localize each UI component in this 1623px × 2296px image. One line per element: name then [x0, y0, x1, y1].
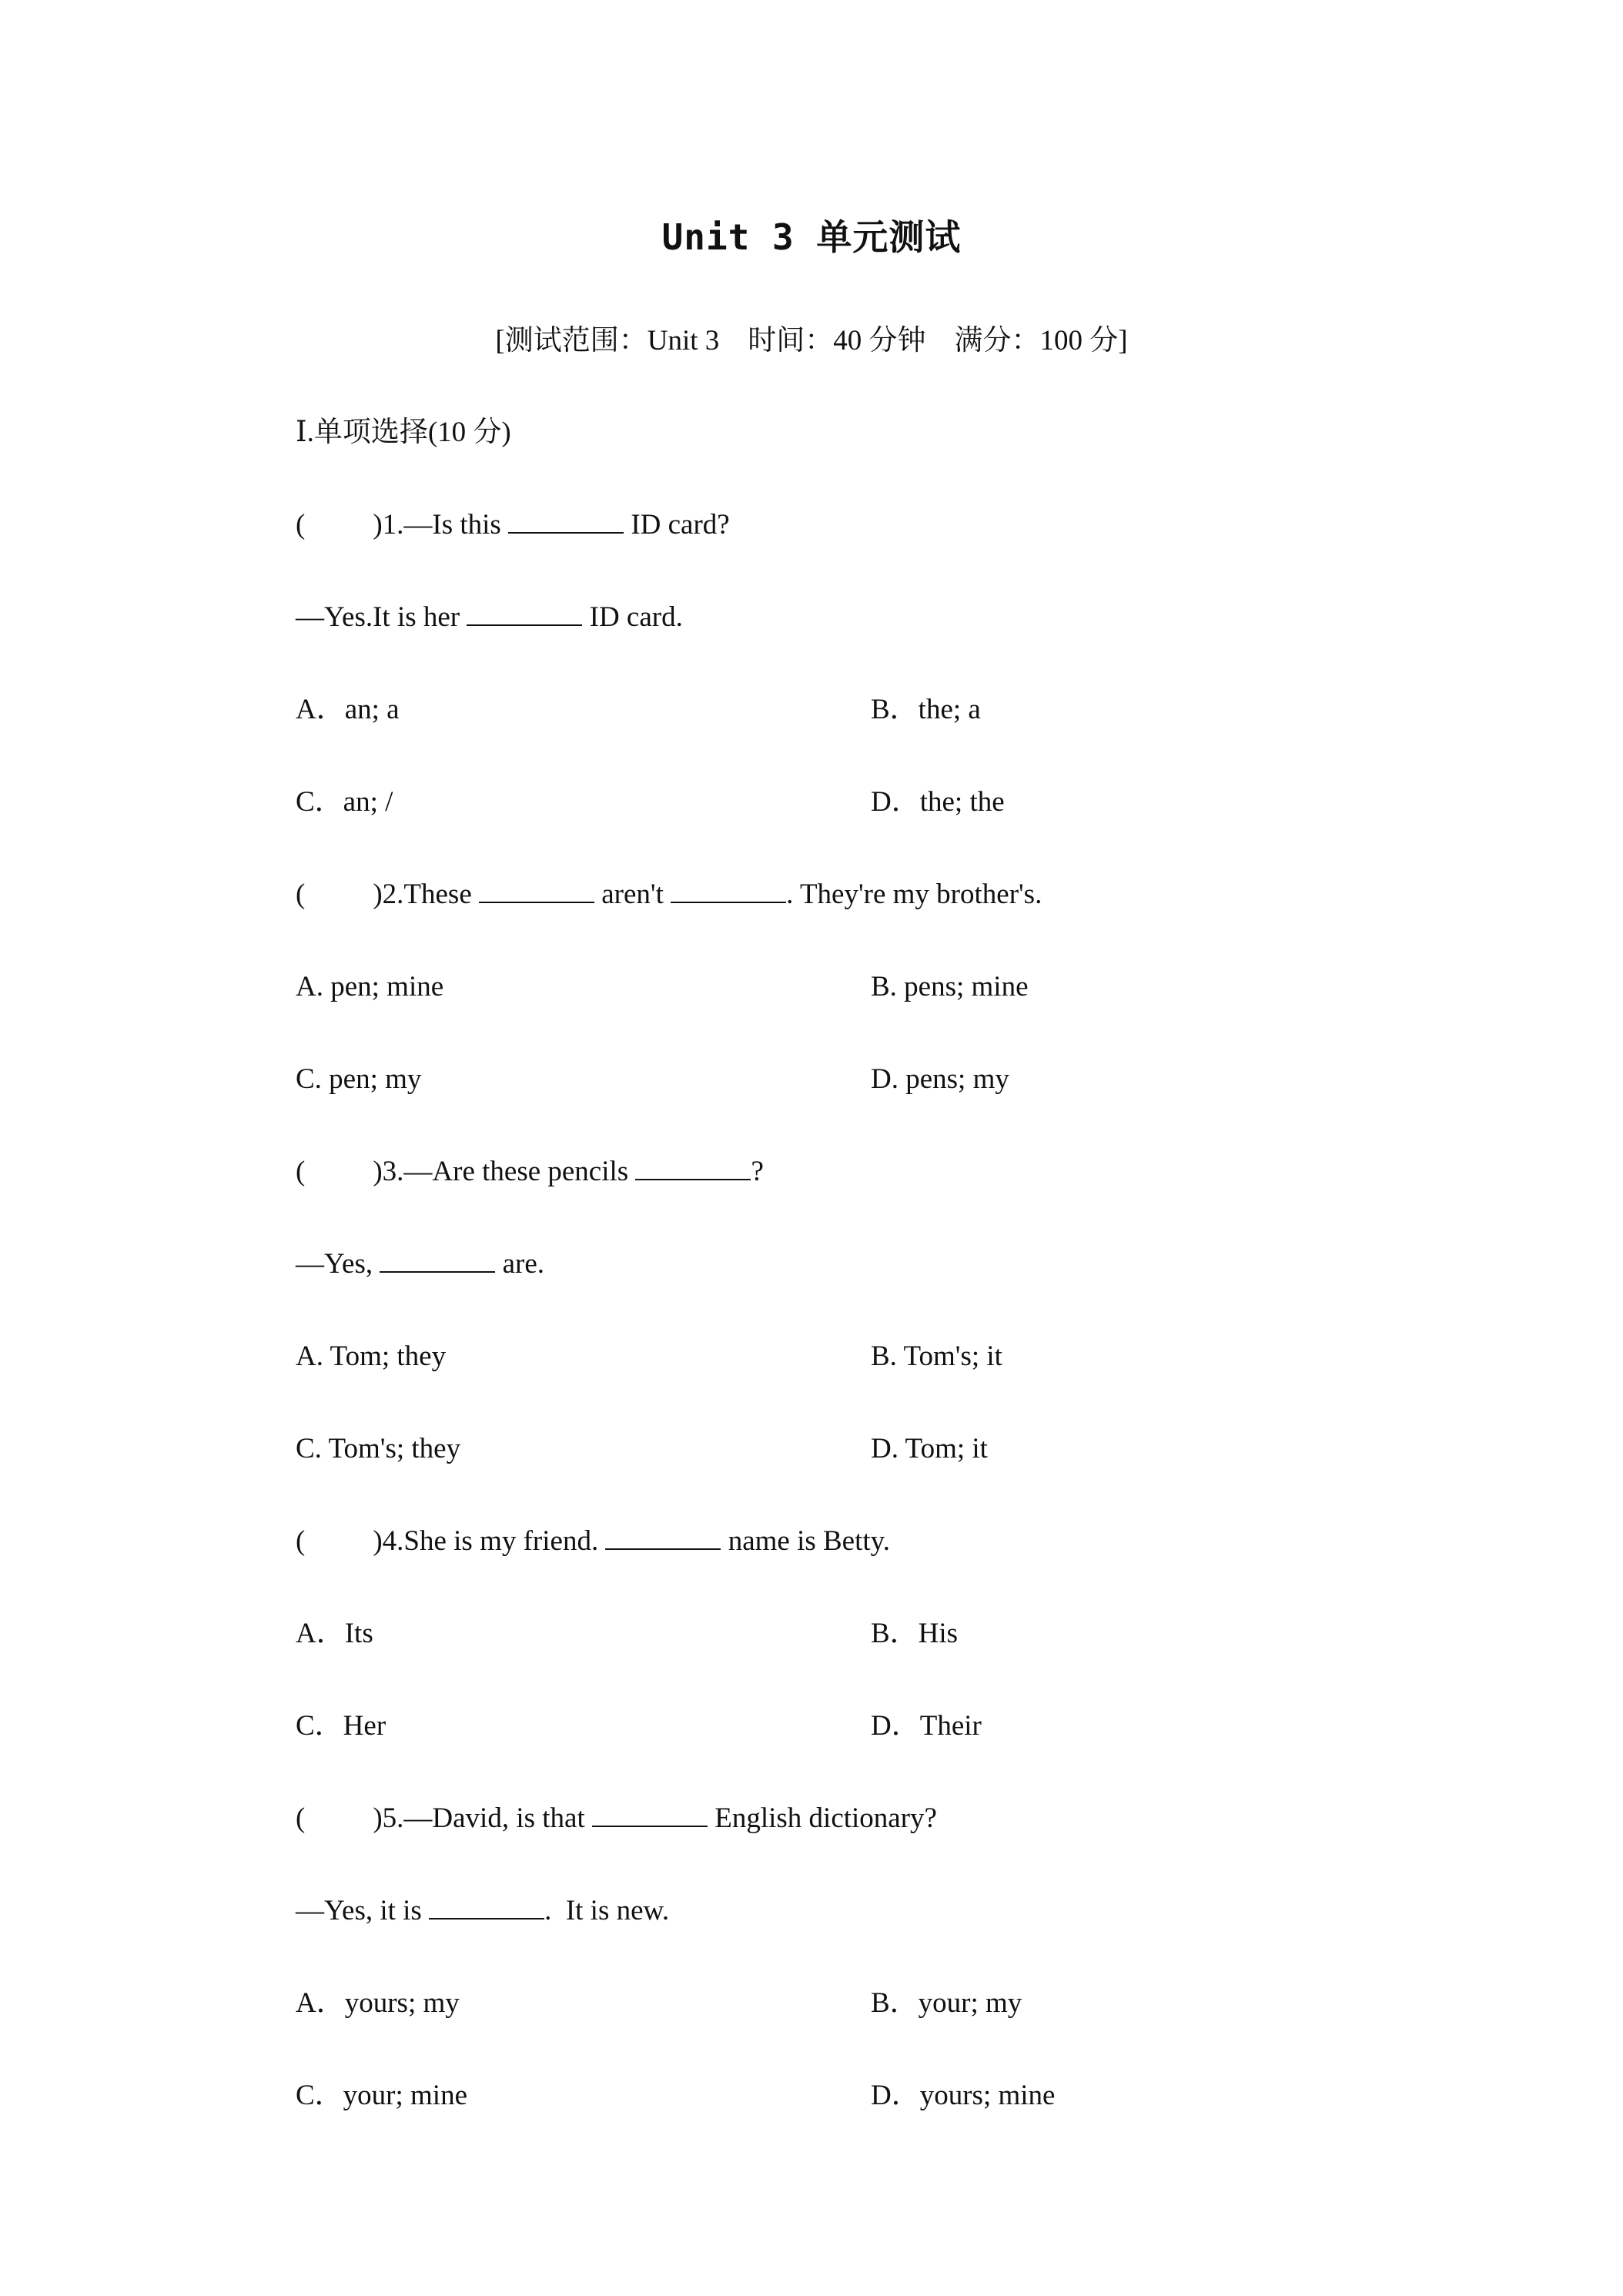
option-b[interactable]: B．His	[871, 1618, 959, 1649]
answer-blank[interactable]	[605, 1522, 721, 1550]
option-a[interactable]: A. Tom; they	[296, 1340, 447, 1372]
option-c[interactable]: C. pen; my	[296, 1063, 422, 1095]
option-d[interactable]: D．the; the	[871, 786, 1005, 818]
section-heading: Ⅰ.单项选择(10 分)	[296, 417, 511, 448]
answer-blank[interactable]	[380, 1245, 495, 1273]
test-scope: [测试范围：Unit 3	[495, 325, 720, 356]
option-b[interactable]: B．your; my	[871, 1987, 1022, 2019]
question-4: ( )4.She is my friend. name is Betty.	[296, 1522, 890, 1561]
question-number: )3.—Are these pencils	[373, 1156, 629, 1187]
option-d[interactable]: D．Their	[871, 1710, 982, 1742]
option-a[interactable]: A．Its	[296, 1618, 373, 1649]
option-d[interactable]: D. pens; my	[871, 1063, 1009, 1095]
option-a[interactable]: A．yours; my	[296, 1987, 460, 2019]
question-number: )2.These	[373, 879, 472, 910]
answer-blank[interactable]	[429, 1892, 544, 1919]
question-5-reply: —Yes, it is . It is new.	[296, 1892, 669, 1930]
test-info	[0, 322, 1623, 360]
answer-blank[interactable]	[479, 875, 594, 903]
question-5: ( )5.—David, is that English dictionary?	[296, 1799, 937, 1838]
option-a[interactable]: A. pen; mine	[296, 971, 444, 1002]
answer-blank[interactable]	[671, 875, 786, 903]
option-b[interactable]: B．the; a	[871, 694, 981, 725]
option-c[interactable]: C．an; /	[296, 786, 393, 818]
option-b[interactable]: B. Tom's; it	[871, 1340, 1002, 1372]
answer-blank[interactable]	[592, 1799, 708, 1827]
option-b[interactable]: B. pens; mine	[871, 971, 1029, 1002]
option-d[interactable]: D．yours; mine	[871, 2080, 1056, 2111]
test-time: 时间：40 分钟	[748, 325, 926, 356]
question-1: ( )1.—Is this ID card?	[296, 506, 730, 544]
question-1-reply: —Yes.It is her ID card.	[296, 598, 683, 637]
question-3: ( )3.—Are these pencils ?	[296, 1153, 764, 1191]
question-number: )1.—Is this	[373, 509, 501, 541]
question-number: )5.—David, is that	[373, 1802, 585, 1834]
option-d[interactable]: D. Tom; it	[871, 1433, 988, 1464]
question-2: ( )2.These aren't . They're my brother's.	[296, 875, 1042, 914]
question-number: )4.She is my friend.	[373, 1525, 599, 1557]
question-3-reply: —Yes, are.	[296, 1245, 544, 1284]
test-score: 满分：100 分]	[954, 325, 1128, 356]
option-c[interactable]: C．your; mine	[296, 2080, 468, 2111]
answer-blank[interactable]	[635, 1153, 751, 1180]
page-title: Unit 3 单元测试	[661, 216, 962, 258]
answer-blank[interactable]	[467, 598, 582, 626]
option-c[interactable]: C．Her	[296, 1710, 387, 1742]
answer-blank[interactable]	[508, 506, 624, 534]
option-a[interactable]: A．an; a	[296, 694, 400, 725]
option-c[interactable]: C. Tom's; they	[296, 1433, 461, 1464]
